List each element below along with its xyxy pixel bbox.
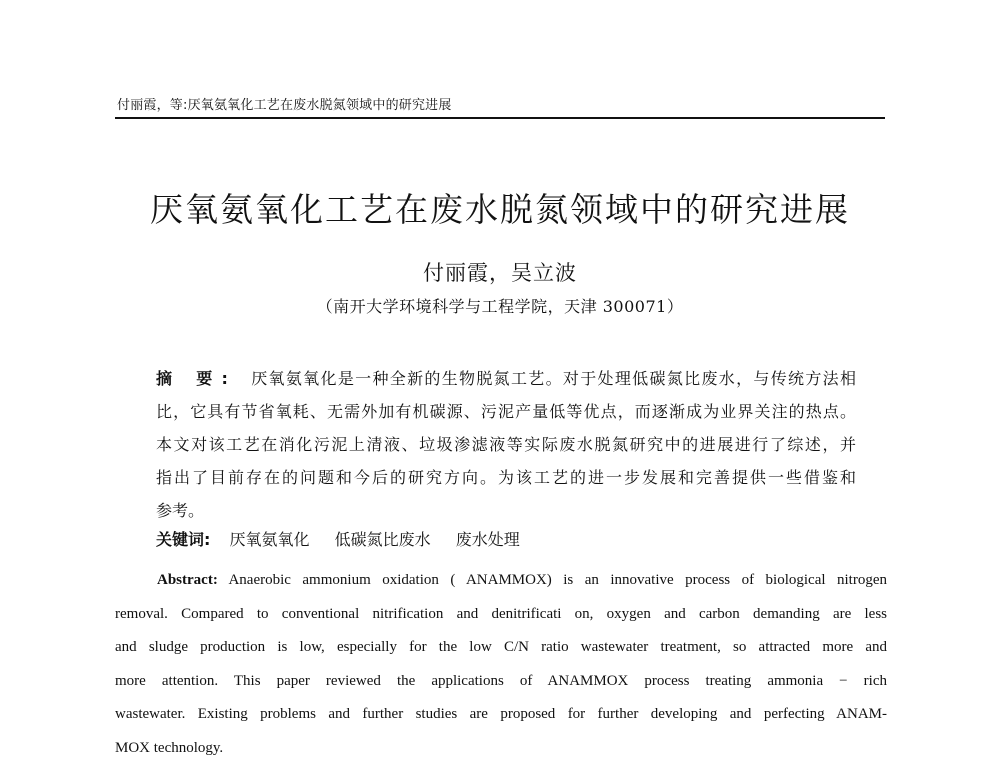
- keyword: 厌氧氨氧化: [230, 530, 310, 549]
- affiliation: （南开大学环境科学与工程学院，天津 300071）: [0, 294, 1000, 317]
- abstract-english: [115, 564, 887, 765]
- abstract-en-line: [115, 564, 887, 598]
- abstract-cn-line: 本文对该工艺在消化污泥上清液、垃圾渗滤液等实际废水脱氮研究中的进展进行了综述，并: [156, 428, 856, 461]
- authors: 付丽霞，吴立波: [0, 257, 1000, 287]
- paper-title: 厌氧氨氧化工艺在废水脱氮领域中的研究进展: [0, 184, 1000, 231]
- keywords: [156, 527, 540, 550]
- abstract-en-text: Anaerobic ammonium oxidation ( ANAMMOX) is an innovative process of biological nitrogen: [228, 572, 887, 588]
- abstract-cn-line: 比，它具有节省氧耗、无需外加有机碳源、污泥产量低等优点，而逐渐成为业界关注的热点。: [156, 395, 856, 428]
- header-rule: [115, 117, 885, 119]
- abstract-chinese: [156, 362, 856, 527]
- abstract-cn-line: 指出了目前存在的问题和今后的研究方向。为该工艺的进一步发展和完善提供一些借鉴和: [156, 461, 856, 494]
- keywords-label: 关键词:: [156, 530, 210, 549]
- abstract-cn-line: [156, 362, 856, 395]
- abstract-en-line: wastewater. Existing problems and further studies are proposed for further developing and perfecting ANAM-: [115, 698, 887, 732]
- abstract-cn-text: 厌氧氨氧化是一种全新的生物脱氮工艺。对于处理低碳氮比废水，与传统方法相: [250, 369, 856, 388]
- running-header: 付丽霞，等:厌氧氨氧化工艺在废水脱氮领域中的研究进展: [117, 94, 452, 113]
- abstract-en-line: removal. Compared to conventional nitrification and denitrificati on, oxygen and carbon demanding are less: [115, 598, 887, 632]
- abstract-en-line: more attention. This paper reviewed the applications of ANAMMOX process treating ammonia − rich: [115, 665, 887, 699]
- keyword: 废水处理: [456, 530, 520, 549]
- abstract-en-label: Abstract:: [157, 572, 218, 588]
- abstract-en-line: and sludge production is low, especially for the low C/N ratio wastewater treatment, so attracted more and: [115, 631, 887, 665]
- abstract-en-line: MOX technology.: [115, 732, 887, 765]
- keyword: 低碳氮比废水: [335, 530, 431, 549]
- abstract-cn-label: 摘 要:: [156, 369, 236, 388]
- abstract-cn-line: 参考。: [156, 494, 856, 527]
